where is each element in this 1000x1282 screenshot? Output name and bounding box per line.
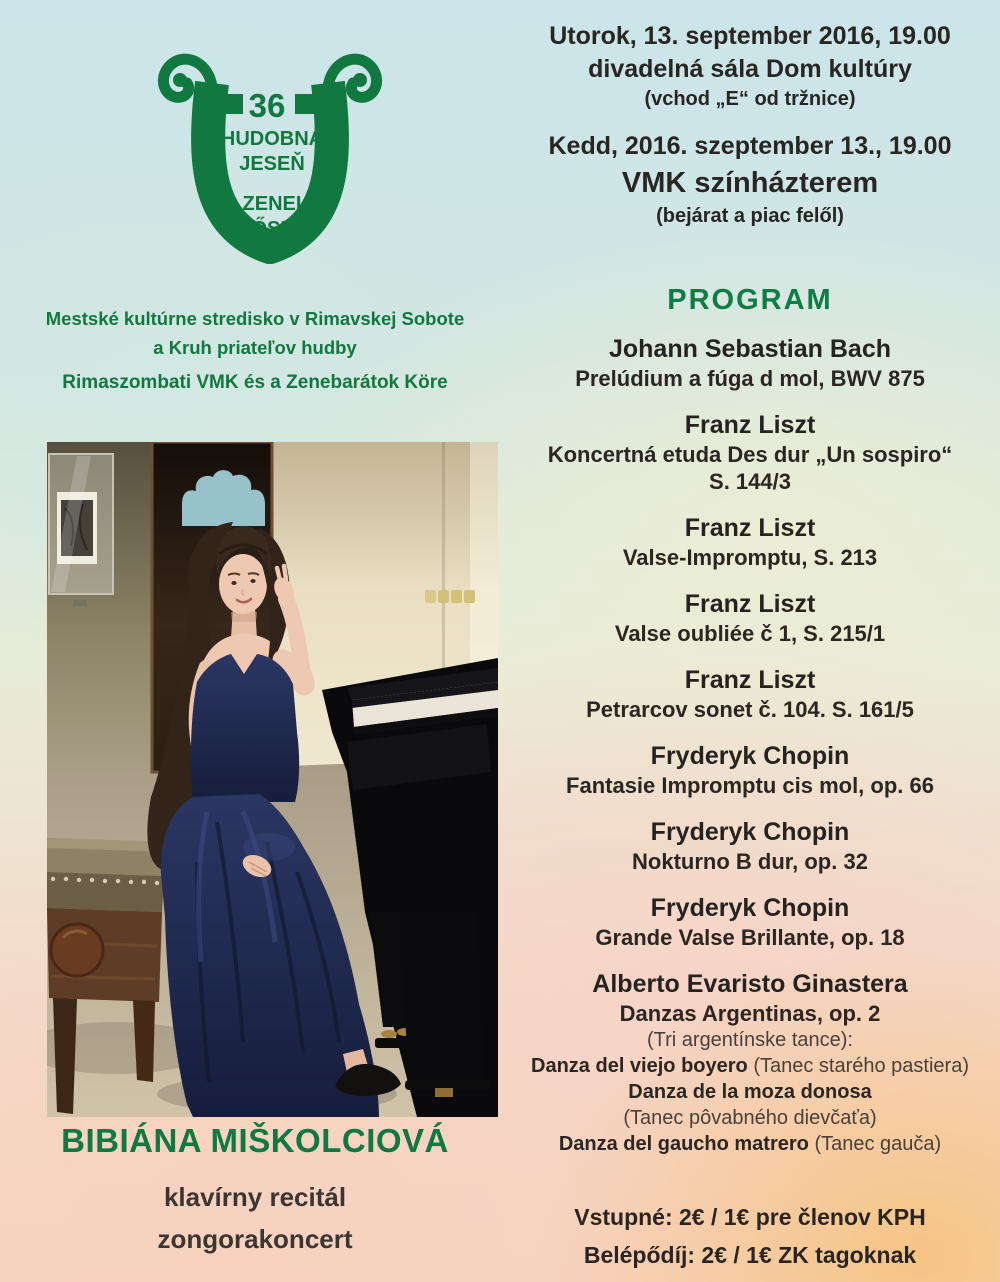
ticket-info <box>497 1198 1000 1274</box>
composer-name: Fryderyk Chopin <box>650 818 850 846</box>
logo-line-1: HUDOBNÁ <box>220 128 324 150</box>
event-sk-note: (vchod „E“ od tržnice) <box>644 88 856 110</box>
organizers-line-2: a Kruh priateľov hudby <box>153 337 357 358</box>
composer-name: Franz Liszt <box>684 411 816 439</box>
composer-name: Franz Liszt <box>684 666 816 694</box>
piano-leg <box>399 912 485 1084</box>
program-title: PROGRAM <box>667 284 833 316</box>
ticket-price-hu: Belépődíj: 2€ / 1€ ZK tagoknak <box>583 1242 917 1268</box>
event-hu-venue: VMK színházterem <box>621 167 879 199</box>
subtitle-hu: zongorakoncert <box>157 1224 353 1254</box>
logo-line-4: ŐSZ <box>251 218 293 240</box>
composer-name: Alberto Evaristo Ginastera <box>592 970 908 998</box>
composer-name: Franz Liszt <box>684 514 816 542</box>
organizers-line-1: Mestské kultúrne stredisko v Rimavskej Sobote <box>45 308 465 329</box>
piece-line: Petrarcov sonet č. 104. S. 161/5 <box>586 697 914 722</box>
piece-line: Danzas Argentinas, op. 2 <box>619 1001 881 1026</box>
program-item <box>497 513 1000 571</box>
program-item <box>497 969 1000 1157</box>
event-sk-datetime: Utorok, 13. september 2016, 19.00 <box>549 22 951 50</box>
program-item <box>497 817 1000 875</box>
piece-line: Koncertná etuda Des dur „Un sospiro“ <box>547 442 953 467</box>
program-item <box>497 741 1000 799</box>
composer-name: Franz Liszt <box>684 590 816 618</box>
photo-picture-frame <box>49 454 113 606</box>
ticket-price-sk: Vstupné: 2€ / 1€ pre členov KPH <box>574 1204 926 1230</box>
artist-name: BIBIÁNA MIŠKOLCIOVÁ <box>61 1122 449 1159</box>
program-item <box>497 410 1000 495</box>
event-info-hu <box>497 130 1000 229</box>
composer-name: Fryderyk Chopin <box>650 742 850 770</box>
subtitle-sk: klavírny recitál <box>163 1182 347 1212</box>
logo-line-3: ZENEI <box>242 193 302 215</box>
program-item <box>497 334 1000 392</box>
piece-line: Danza de la moza donosa <box>628 1081 872 1103</box>
composer-name: Johann Sebastian Bach <box>608 335 892 363</box>
logo-line-2: JESEŇ <box>239 153 305 175</box>
piece-line: Grande Valse Brillante, op. 18 <box>595 925 905 950</box>
event-info-sk <box>497 20 1000 112</box>
festival-logo <box>145 50 395 282</box>
logo-number: 36 <box>248 87 286 124</box>
piece-line: Valse-Impromptu, S. 213 <box>622 545 878 570</box>
pianist-face <box>219 554 267 614</box>
piece-line: (Tri argentínske tance): <box>646 1029 853 1051</box>
piece-line: (Tanec pôvabného dievčaťa) <box>623 1107 877 1129</box>
event-hu-note: (bejárat a piac felől) <box>656 205 844 227</box>
pianist-dress-bodice <box>191 654 299 802</box>
program-item <box>497 589 1000 647</box>
right-column <box>497 0 1000 1282</box>
piece-line: Nokturno B dur, op. 32 <box>632 849 868 874</box>
program-list <box>497 334 1000 1175</box>
program-item <box>497 893 1000 951</box>
piece-line: S. 144/3 <box>709 469 791 494</box>
event-hu-datetime: Kedd, 2016. szeptember 13., 19.00 <box>548 132 952 160</box>
piece-line: Danza del viejo boyero (Tanec starého pastiera) <box>531 1055 969 1077</box>
piece-line: Fantasie Impromptu cis mol, op. 66 <box>566 773 934 798</box>
piece-line: Danza del gaucho matrero (Tanec gauča) <box>558 1133 942 1155</box>
pianist-photo <box>47 442 498 1117</box>
piece-line: Valse oubliée č 1, S. 215/1 <box>614 621 886 646</box>
event-sk-venue: divadelná sála Dom kultúry <box>588 55 912 83</box>
piece-line: Prelúdium a fúga d mol, BWV 875 <box>575 366 925 391</box>
program-item <box>497 665 1000 723</box>
composer-name: Fryderyk Chopin <box>650 894 850 922</box>
organizers <box>15 304 495 397</box>
organizers-line-3: Rimaszombati VMK és a Zenebarátok Köre <box>62 372 448 393</box>
artist-subtitles <box>0 1176 510 1260</box>
